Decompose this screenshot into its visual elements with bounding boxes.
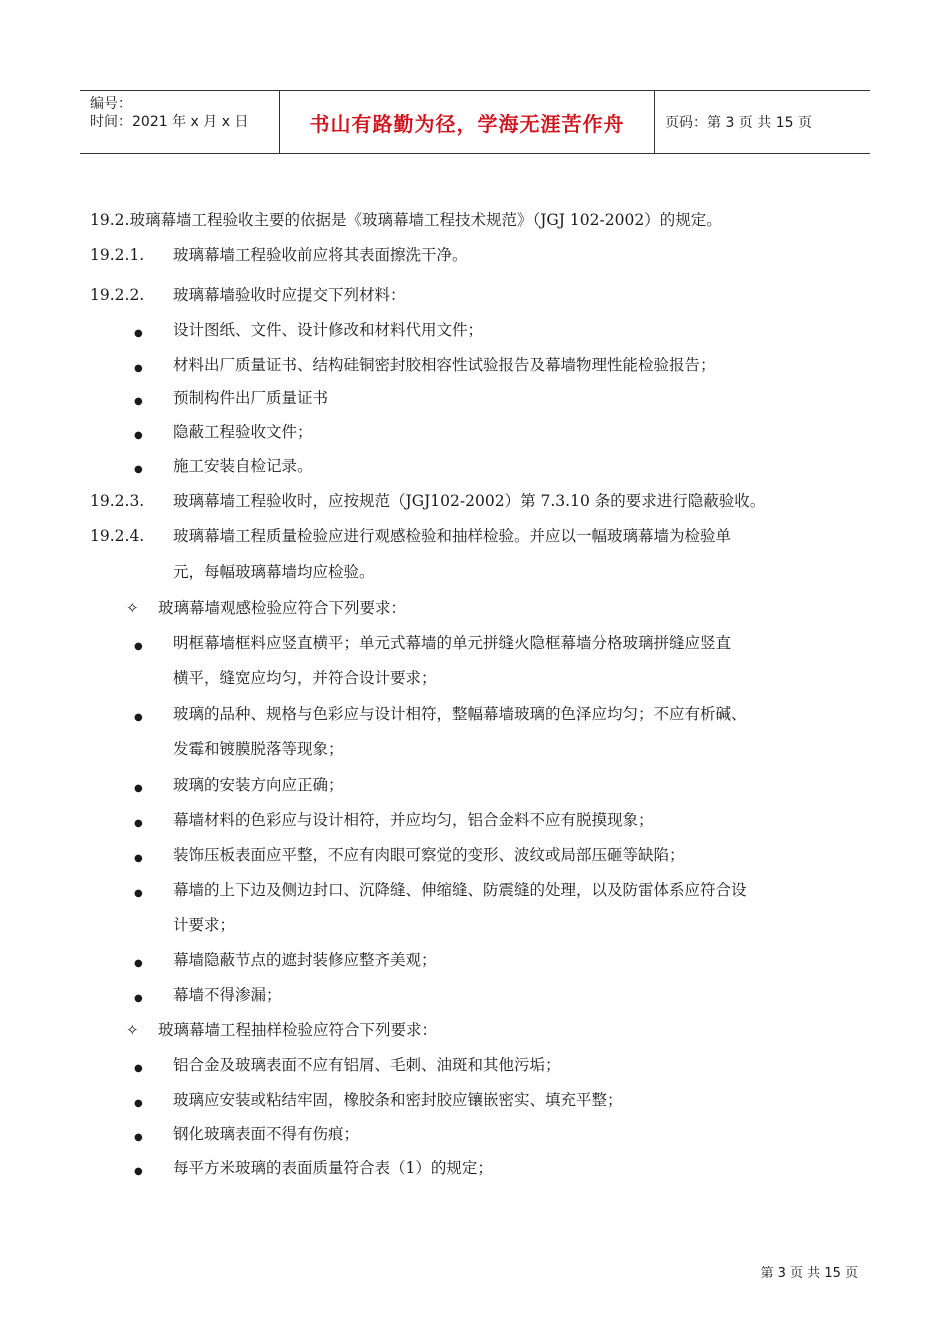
bullet-text: 钢化玻璃表面不得有伤痕；: [173, 1125, 360, 1143]
continuation-text: 横平，缝宽应均匀，并符合设计要求；: [173, 669, 437, 687]
bullet-text: 每平方米玻璃的表面质量符合表（1）的规定；: [173, 1159, 493, 1177]
bullet-icon: ●: [134, 328, 143, 339]
bullet-icon: ●: [134, 1166, 143, 1177]
bullet-icon: ●: [134, 712, 143, 723]
section-heading: 19.2.玻璃幕墙工程验收主要的依据是《玻璃幕墙工程技术规范》（JGJ 102-2002）的规定。: [90, 211, 722, 229]
bullet-icon: ●: [134, 396, 143, 407]
bullet-icon: ●: [134, 1063, 143, 1074]
header-meta: [80, 91, 280, 153]
clause-number: 19.2.1.: [90, 246, 145, 264]
clause-number: 19.2.2.: [90, 286, 145, 304]
bullet-icon: ●: [134, 1132, 143, 1143]
clause-text: 玻璃幕墙工程质量检验应进行观感检验和抽样检验。并应以一幅玻璃幕墙为检验单: [173, 527, 732, 545]
clause-text: 玻璃幕墙验收时应提交下列材料：: [173, 286, 406, 304]
bullet-icon: ●: [134, 993, 143, 1004]
bullet-icon: ●: [134, 783, 143, 794]
continuation-text: 发霉和镀膜脱落等现象；: [173, 740, 344, 758]
diamond-bullet-icon: ✧: [126, 1021, 139, 1039]
bullet-icon: ●: [134, 818, 143, 829]
bullet-text: 施工安装自检记录。: [173, 457, 313, 475]
bullet-icon: ●: [134, 464, 143, 475]
bullet-text: 玻璃的品种、规格与色彩应与设计相符，整幅幕墙玻璃的色泽应均匀；不应有析碱、: [173, 705, 747, 723]
bullet-icon: ●: [134, 430, 143, 441]
clause-number: 19.2.3.: [90, 492, 145, 510]
bullet-text: 装饰压板表面应平整，不应有肉眼可察觉的变形、波纹或局部压砸等缺陷；: [173, 846, 685, 864]
clause-text: 玻璃幕墙工程验收前应将其表面擦洗干净。: [173, 246, 468, 264]
clause-text: 玻璃幕墙工程验收时，应按规范（JGJ102-2002）第 7.3.10 条的要求进行隐蔽验收。: [173, 492, 766, 510]
bullet-text: 明框幕墙框料应竖直横平；单元式幕墙的单元拼缝火隐框幕墙分格玻璃拼缝应竖直: [173, 634, 732, 652]
continuation-text: 计要求；: [173, 916, 236, 934]
header-motto: 书山有路勤为径，学海无涯苦作舟: [280, 91, 655, 153]
bullet-text: 铝合金及玻璃表面不应有铝屑、毛刺、油斑和其他污垢；: [173, 1056, 561, 1074]
date-label: 时间：2021 年 x 月 x 日: [90, 114, 249, 130]
continuation-text: 元，每幅玻璃幕墙均应检验。: [173, 563, 375, 581]
bullet-text: 幕墙的上下边及侧边封口、沉降缝、伸缩缝、防震缝的处理，以及防雷体系应符合设: [173, 881, 747, 899]
bullet-icon: ●: [134, 641, 143, 652]
bullet-text: 隐蔽工程验收文件；: [173, 423, 313, 441]
bullet-text: 玻璃的安装方向应正确；: [173, 776, 344, 794]
page-footer: 第 3 页 共 15 页: [760, 1266, 858, 1281]
bullet-icon: ●: [134, 853, 143, 864]
header-page-number: 页码：第 3 页 共 15 页: [665, 115, 812, 131]
bullet-text: 玻璃应安装或粘结牢固，橡胶条和密封胶应镶嵌密实、填充平整；: [173, 1091, 623, 1109]
bullet-icon: ●: [134, 1098, 143, 1109]
bullet-text: 幕墙材料的色彩应与设计相符，并应均匀，铝合金料不应有脱摸现象；: [173, 811, 654, 829]
code-label: 编号：: [90, 96, 132, 112]
bullet-text: 幕墙隐蔽节点的遮封装修应整齐美观；: [173, 951, 437, 969]
bullet-icon: ●: [134, 363, 143, 374]
bullet-icon: ●: [134, 958, 143, 969]
diamond-bullet-icon: ✧: [126, 599, 139, 617]
subheading-text: 玻璃幕墙观感检验应符合下列要求：: [158, 599, 407, 617]
clause-number: 19.2.4.: [90, 527, 145, 545]
page-header: [80, 90, 870, 154]
subheading-text: 玻璃幕墙工程抽样检验应符合下列要求：: [158, 1021, 438, 1039]
bullet-icon: ●: [134, 888, 143, 899]
bullet-text: 预制构件出厂质量证书: [173, 389, 329, 407]
bullet-text: 幕墙不得渗漏；: [173, 986, 282, 1004]
bullet-text: 材料出厂质量证书、结构硅铜密封胶相容性试验报告及幕墙物理性能检验报告；: [173, 356, 716, 374]
bullet-text: 设计图纸、文件、设计修改和材料代用文件；: [173, 321, 484, 339]
